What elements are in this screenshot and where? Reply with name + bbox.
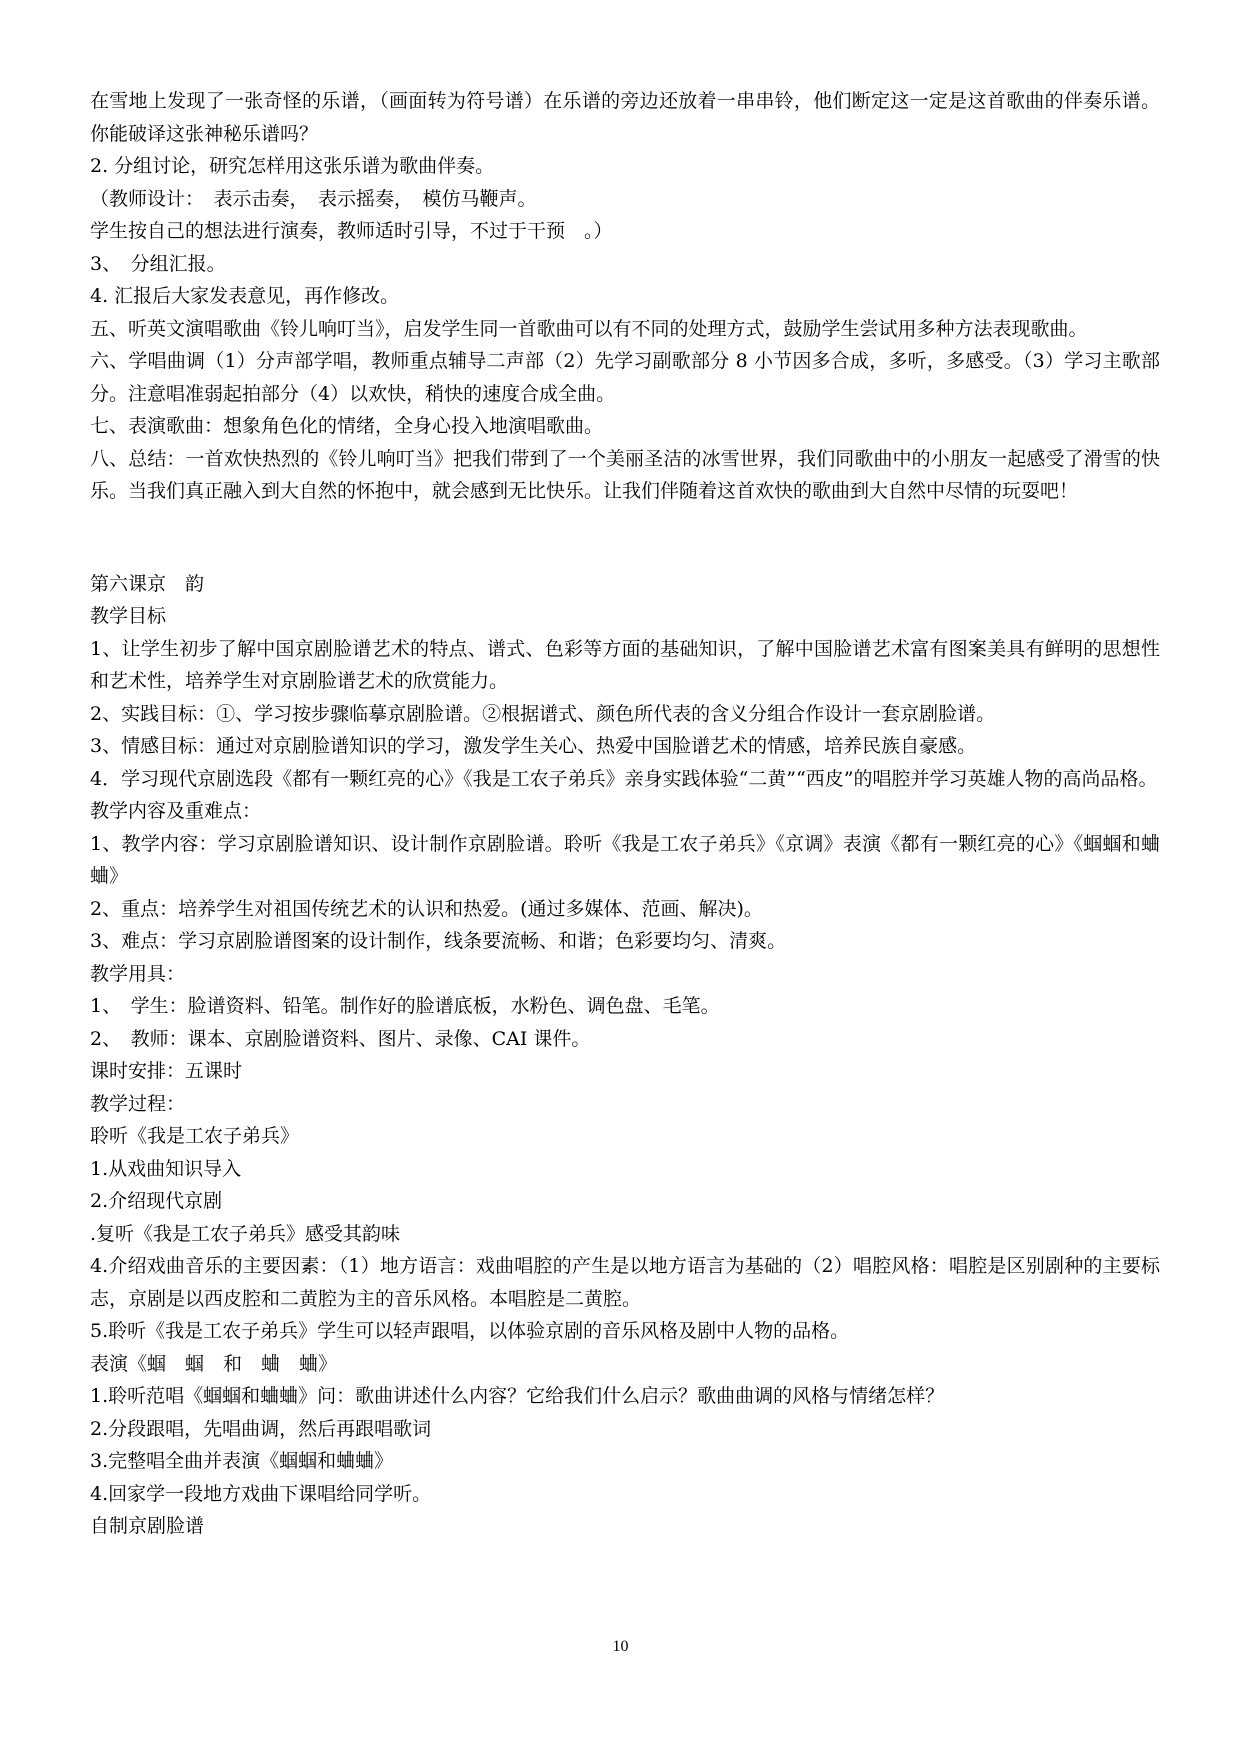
section-heading: 教学内容及重难点： [90, 800, 262, 822]
paragraph: 2.分段跟唱，先唱曲调，然后再跟唱歌词 [90, 1417, 432, 1440]
paragraph: 5.聆听《我是工农子弟兵》学生可以轻声跟唱，以体验京剧的音乐风格及剧中人物的品格。 [90, 1320, 850, 1342]
lesson-title: 第六课京 韵 [90, 572, 205, 595]
paragraph: 1.从戏曲知识导入 [90, 1157, 242, 1180]
paragraph: 2、重点：培养学生对祖国传统艺术的认识和热爱。(通过多媒体、范画、解决)。 [90, 897, 763, 920]
section-heading: 教学目标 [90, 605, 167, 627]
paragraph: 学生按自己的想法进行演奏，教师适时引导，不过于干预 。） [90, 220, 613, 242]
paragraph: 3、难点：学习京剧脸谱图案的设计制作，线条要流畅、和谐；色彩要均匀、清爽。 [90, 930, 787, 952]
page-number: 10 [612, 1638, 629, 1655]
paragraph: 八、总结：一首欢快热烈的《铃儿响叮当》把我们带到了一个美丽圣洁的冰雪世界，我们同歌曲中的小朋友一起感受了滑雪的快乐。当我们真正融入到大自然的怀抱中，就会感到无比快乐。让我们伴随着这首欢快的歌曲到大自然中尽情的玩耍吧！ [90, 447, 1160, 502]
paragraph: 4.介绍戏曲音乐的主要因素：（1）地方语言：戏曲唱腔的产生是以地方语言为基础的（2）唱腔风格：唱腔是区别剧种的主要标志，京剧是以西皮腔和二黄腔为主的音乐风格。本唱腔是二黄腔。 [90, 1255, 1160, 1310]
paragraph: 4．学习现代京剧选段《都有一颗红亮的心》《我是工农子弟兵》亲身实践体验“二黄”“西皮”的唱腔并学习英雄人物的高尚品格。 [90, 767, 1158, 790]
paragraph: 七、表演歌曲：想象角色化的情绪，全身心投入地演唱歌曲。 [90, 415, 604, 437]
paragraph: 自制京剧脸谱 [90, 1515, 205, 1537]
paragraph: 1、教学内容：学习京剧脸谱知识、设计制作京剧脸谱。聆听《我是工农子弟兵》《京调》表演《都有一颗红亮的心》《蝈蝈和蛐蛐》 [90, 832, 1160, 887]
paragraph: 2.介绍现代京剧 [90, 1190, 223, 1212]
paragraph: 1、 学生：脸谱资料、铅笔。制作好的脸谱底板，水粉色、调色盘、毛笔。 [90, 995, 720, 1017]
paragraph: 1.聆听范唱《蝈蝈和蛐蛐》问：歌曲讲述什么内容？它给我们什么启示？歌曲曲调的风格与情绪怎样？ [90, 1385, 945, 1407]
paragraph: 2、 教师：课本、京剧脸谱资料、图片、录像、CAI 课件。 [90, 1027, 591, 1050]
paragraph: 4.回家学一段地方戏曲下课唱给同学听。 [90, 1482, 432, 1505]
paragraph: 3.完整唱全曲并表演《蝈蝈和蛐蛐》 [90, 1450, 394, 1472]
paragraph: （教师设计： 表示击奏， 表示摇奏， 模仿马鞭声。 [90, 187, 537, 210]
paragraph: 五、听英文演唱歌曲《铃儿响叮当》，启发学生同一首歌曲可以有不同的处理方式，鼓励学生尝试用多种方法表现歌曲。 [90, 317, 1088, 340]
lesson-five-continued [90, 85, 1160, 508]
paragraph: .复听《我是工农子弟兵》感受其韵味 [90, 1222, 401, 1245]
paragraph: 课时安排：五课时 [90, 1060, 243, 1082]
section-heading: 教学用具： [90, 962, 186, 985]
paragraph: 3、情感目标：通过对京剧脸谱知识的学习，激发学生关心、热爱中国脸谱艺术的情感，培养民族自豪感。 [90, 735, 977, 757]
paragraph: 1、让学生初步了解中国京剧脸谱艺术的特点、谱式、色彩等方面的基础知识，了解中国脸谱艺术富有图案美具有鲜明的思想性和艺术性，培养学生对京剧脸谱艺术的欣赏能力。 [90, 637, 1160, 692]
document-page [90, 85, 1160, 1543]
paragraph: 表演《蝈 蝈 和 蛐 蛐》 [90, 1352, 338, 1375]
paragraph: 六、学唱曲调（1）分声部学唱，教师重点辅导二声部（2）先学习副歌部分 8 小节因多合成，多听，多感受。（3）学习主歌部分。注意唱准弱起拍部分（4）以欢快，稍快的速度合成全曲。 [90, 350, 1160, 405]
paragraph: 2. 分组讨论，研究怎样用这张乐谱为歌曲伴奏。 [90, 155, 495, 177]
paragraph: 4. 汇报后大家发表意见，再作修改。 [90, 285, 400, 307]
paragraph: 2、实践目标：①、学习按步骤临摹京剧脸谱。②根据谱式、颜色所代表的含义分组合作设计一套京剧脸谱。 [90, 702, 996, 725]
lesson-six [90, 568, 1160, 1543]
section-heading: 教学过程： [90, 1092, 186, 1115]
paragraph: 聆听《我是工农子弟兵》 [90, 1125, 300, 1147]
paragraph: 3、 分组汇报。 [90, 252, 226, 275]
paragraph: 在雪地上发现了一张奇怪的乐谱，（画面转为符号谱）在乐谱的旁边还放着一串串铃，他们断定这一定是这首歌曲的伴奏乐谱。你能破译这张神秘乐谱吗？ [90, 90, 1160, 145]
